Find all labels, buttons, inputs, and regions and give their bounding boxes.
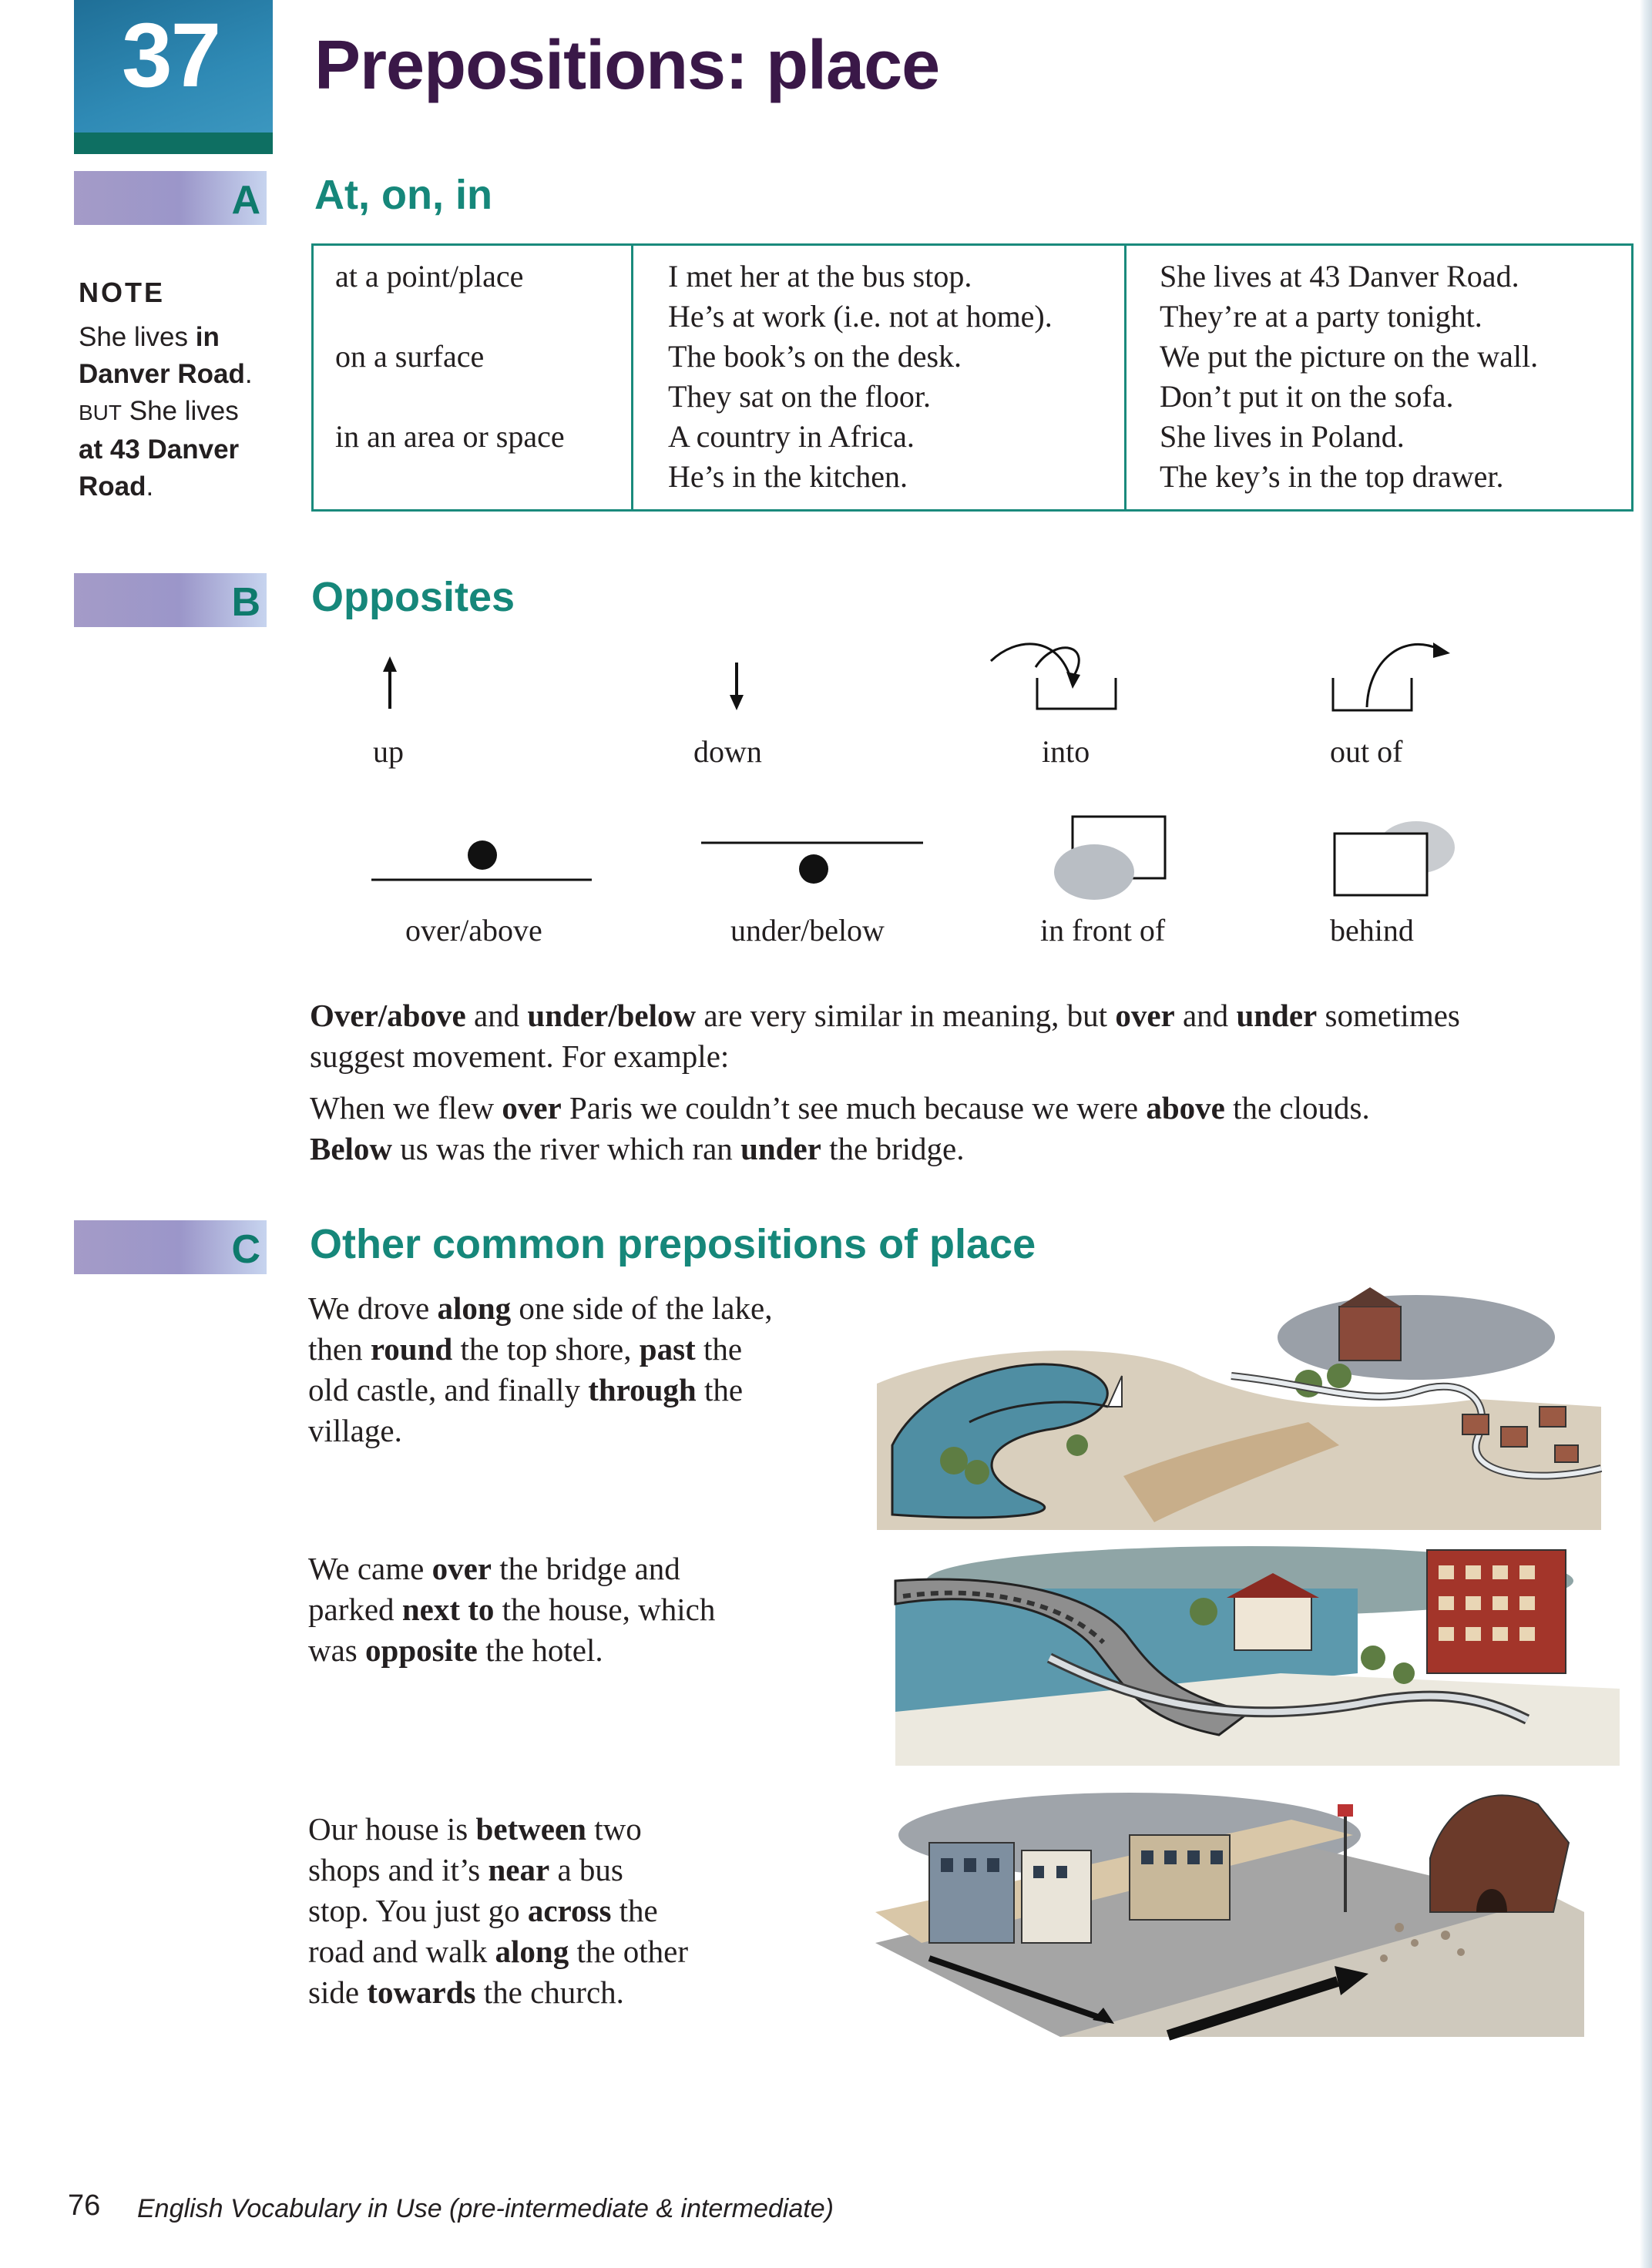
page-title: Prepositions: place [314, 27, 940, 104]
note-bold: at 43 Danver [79, 434, 240, 465]
text: a bus [549, 1852, 623, 1887]
section-letter: C [231, 1227, 260, 1272]
table-cell: I met her at the bus stop. [668, 259, 972, 294]
text: was [308, 1632, 366, 1668]
opposites-example [310, 1088, 1627, 1169]
section-letter: B [231, 580, 260, 625]
out-of-diagram-icon [1333, 642, 1450, 710]
bold-term: under [1236, 998, 1318, 1033]
bold-term: across [527, 1893, 612, 1928]
text: parked [308, 1592, 402, 1627]
label-up: up [373, 734, 404, 769]
table-cell: He’s at work (i.e. not at home). [668, 299, 1053, 334]
section-b-heading: Opposites [311, 574, 515, 620]
bold-term: near [488, 1852, 550, 1887]
bold-term: under/below [527, 998, 697, 1033]
text: the [695, 1331, 743, 1367]
text: shops and it’s [308, 1852, 489, 1887]
table-cell: The book’s on the desk. [668, 339, 962, 374]
bold-term: through [588, 1372, 697, 1407]
section-tab-c [74, 1220, 267, 1274]
note-text: . [146, 471, 154, 502]
paragraph-line [308, 1972, 863, 2013]
street-illustration [875, 1481, 1584, 2037]
bold-term: above [1146, 1090, 1225, 1126]
section-letter: A [231, 178, 260, 223]
unit-number: 37 [122, 5, 220, 106]
in-front-of-diagram-icon [1054, 817, 1165, 900]
text: are very similar in meaning, but [696, 998, 1116, 1033]
down-arrow-icon [730, 663, 744, 710]
book-title: English Vocabulary in Use (pre-intermediate & intermediate) [137, 2194, 834, 2223]
over-above-diagram-icon [371, 840, 592, 880]
label-out-of: out of [1330, 734, 1403, 769]
table-cell: Don’t put it on the sofa. [1160, 379, 1454, 414]
text: Paris we couldn’t see much because we were [561, 1090, 1147, 1126]
bold-term: along [495, 1934, 569, 1969]
table-cell: He’s in the kitchen. [668, 459, 908, 494]
table-cell: in an area or space [335, 419, 565, 454]
table-cell: The key’s in the top drawer. [1160, 459, 1504, 494]
into-diagram-icon [991, 644, 1116, 709]
label-down: down [693, 734, 762, 769]
table-cell: at a point/place [335, 259, 524, 294]
note-bold: in [195, 322, 220, 352]
behind-diagram-icon [1335, 821, 1455, 895]
bold-term: Below [310, 1131, 393, 1166]
label-in-front-of: in front of [1040, 913, 1166, 948]
text: the other [569, 1934, 689, 1969]
text: village. [308, 1413, 402, 1448]
note-bold: Danver Road [79, 359, 245, 389]
text: the house, which [494, 1592, 716, 1627]
text: side [308, 1974, 368, 2010]
bold-term: round [370, 1331, 453, 1367]
table-cell: on a surface [335, 339, 485, 374]
paragraph-line [308, 1630, 863, 1671]
lake-paragraph [308, 1288, 863, 1451]
text: and [1174, 998, 1237, 1033]
text: road and walk [308, 1934, 495, 1969]
paragraph-line [308, 1329, 863, 1370]
text: one side of the lake, [511, 1290, 773, 1326]
bold-term: opposite [365, 1632, 478, 1668]
note-text: . [244, 359, 253, 389]
text: Our house is [308, 1811, 476, 1847]
note-title: NOTE [79, 277, 166, 308]
paragraph-line [308, 1589, 863, 1630]
table-cell: We put the picture on the wall. [1160, 339, 1539, 374]
street-paragraph [308, 1809, 863, 2013]
label-under-below: under/below [730, 913, 885, 948]
text: the bridge and [492, 1551, 680, 1586]
paragraph-line [308, 1548, 863, 1589]
text: the bridge. [821, 1131, 965, 1166]
text: the church. [475, 1974, 624, 2010]
bold-term: between [475, 1811, 586, 1847]
note-bold: Road [79, 471, 146, 502]
label-behind: behind [1330, 913, 1414, 948]
text: the [611, 1893, 658, 1928]
bold-term: along [437, 1290, 512, 1326]
page-number: 76 [68, 2189, 101, 2222]
paragraph-line [308, 1370, 863, 1411]
text: We came [308, 1551, 432, 1586]
opposites-explanation [310, 995, 1627, 1077]
bold-term: over [431, 1551, 492, 1586]
text: the top shore, [452, 1331, 640, 1367]
paragraph-line [308, 1288, 863, 1329]
bold-term: over [1115, 998, 1175, 1033]
text: two [586, 1811, 642, 1847]
bold-term: towards [367, 1974, 476, 2010]
section-c-heading: Other common prepositions of place [310, 1221, 1036, 1267]
table-cell: She lives at 43 Danver Road. [1160, 259, 1519, 294]
bold-term: under [740, 1131, 821, 1166]
text: old castle, and finally [308, 1372, 589, 1407]
table-cell: They’re at a party tonight. [1160, 299, 1482, 334]
opposites-diagrams [0, 0, 1652, 1001]
text: the hotel. [477, 1632, 603, 1668]
text: us was the river which ran [392, 1131, 741, 1166]
paragraph-line [308, 1850, 863, 1891]
paragraph-line [308, 1809, 863, 1850]
bold-term: over [502, 1090, 562, 1126]
text: the clouds. [1224, 1090, 1370, 1126]
text: When we flew [310, 1090, 502, 1126]
paragraph-line [308, 1891, 863, 1931]
page-edge [1640, 0, 1652, 2268]
table-cell: They sat on the floor. [668, 379, 932, 414]
bold-term: Over/above [310, 998, 466, 1033]
text: the [696, 1372, 744, 1407]
note-text: She lives [122, 396, 239, 426]
text: We drove [308, 1290, 438, 1326]
bold-term: past [639, 1331, 696, 1367]
label-into: into [1042, 734, 1090, 769]
text: and [465, 998, 528, 1033]
table-cell: A country in Africa. [668, 419, 915, 454]
label-over-above: over/above [405, 913, 542, 948]
under-below-diagram-icon [701, 843, 923, 884]
text: stop. You just go [308, 1893, 528, 1928]
text: suggest movement. For example: [310, 1038, 730, 1074]
bold-term: next to [401, 1592, 495, 1627]
bridge-paragraph [308, 1548, 863, 1671]
paragraph-line [308, 1411, 863, 1451]
note-text: She lives [79, 322, 196, 352]
text: then [308, 1331, 371, 1367]
up-arrow-icon [383, 656, 397, 709]
table-cell: She lives in Poland. [1160, 419, 1405, 454]
section-a-heading: At, on, in [314, 172, 492, 218]
note-but: BUT [79, 401, 122, 424]
text: sometimes [1317, 998, 1460, 1033]
paragraph-line [308, 1931, 863, 1972]
